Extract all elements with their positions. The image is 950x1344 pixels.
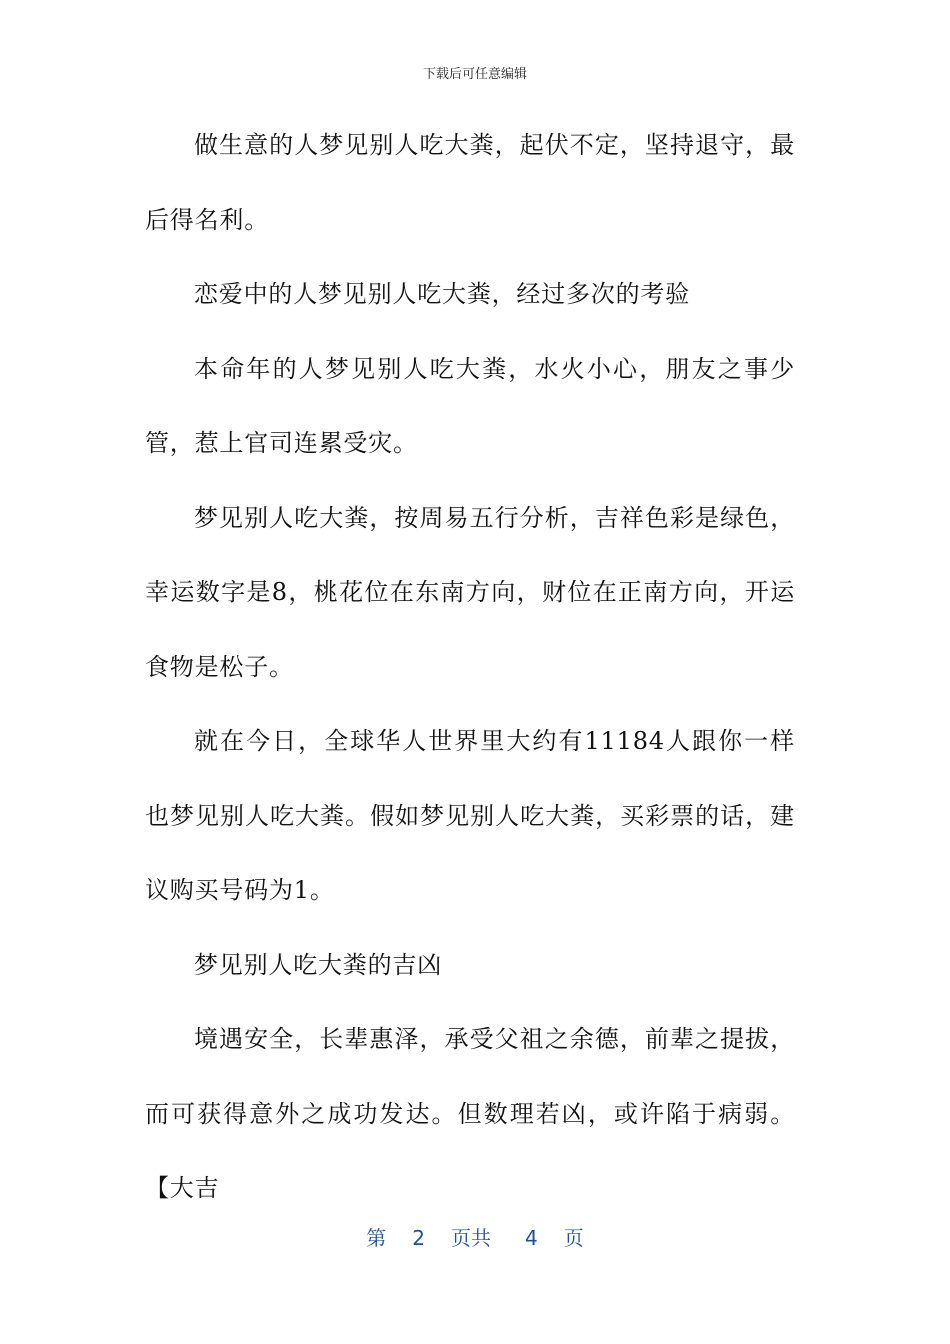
- paragraph-4: 梦见别人吃大粪，按周易五行分析，吉祥色彩是绿色，幸运数字是8，桃花位在东南方向，财位在正南方向，开运食物是松子。: [145, 503, 795, 681]
- footer-middle: 页共: [451, 1226, 491, 1250]
- paragraph-2: 恋爱中的人梦见别人吃大粪，经过多次的考验: [194, 280, 690, 308]
- page-footer: [0, 1224, 950, 1252]
- document-body: [145, 108, 795, 1226]
- page-header: [0, 66, 950, 84]
- paragraph-1: 做生意的人梦见别人吃大粪，起伏不定，坚持退守，最后得名利。: [145, 131, 795, 234]
- footer-total-pages: 4: [525, 1226, 538, 1250]
- footer-suffix: 页: [563, 1226, 584, 1250]
- paragraph-5: 就在今日，全球华人世界里大约有11184人跟你一样也梦见别人吃大粪。假如梦见别人吃大粪，买彩票的话，建议购买号码为1。: [145, 727, 795, 904]
- header-note: 下载后可任意编辑: [422, 67, 527, 82]
- footer-prefix: 第: [366, 1226, 387, 1250]
- paragraph-3: 本命年的人梦见别人吃大粪，水火小心，朋友之事少管，惹上官司连累受灾。: [145, 354, 795, 457]
- paragraph-7: 境遇安全，长辈惠泽，承受父祖之余德，前辈之提拔，而可获得意外之成功发达。但数理若凶，或许陷于病弱。【大吉: [145, 1025, 795, 1202]
- paragraph-6-heading: 梦见别人吃大粪的吉凶: [194, 950, 442, 979]
- footer-current-page: 2: [412, 1226, 425, 1250]
